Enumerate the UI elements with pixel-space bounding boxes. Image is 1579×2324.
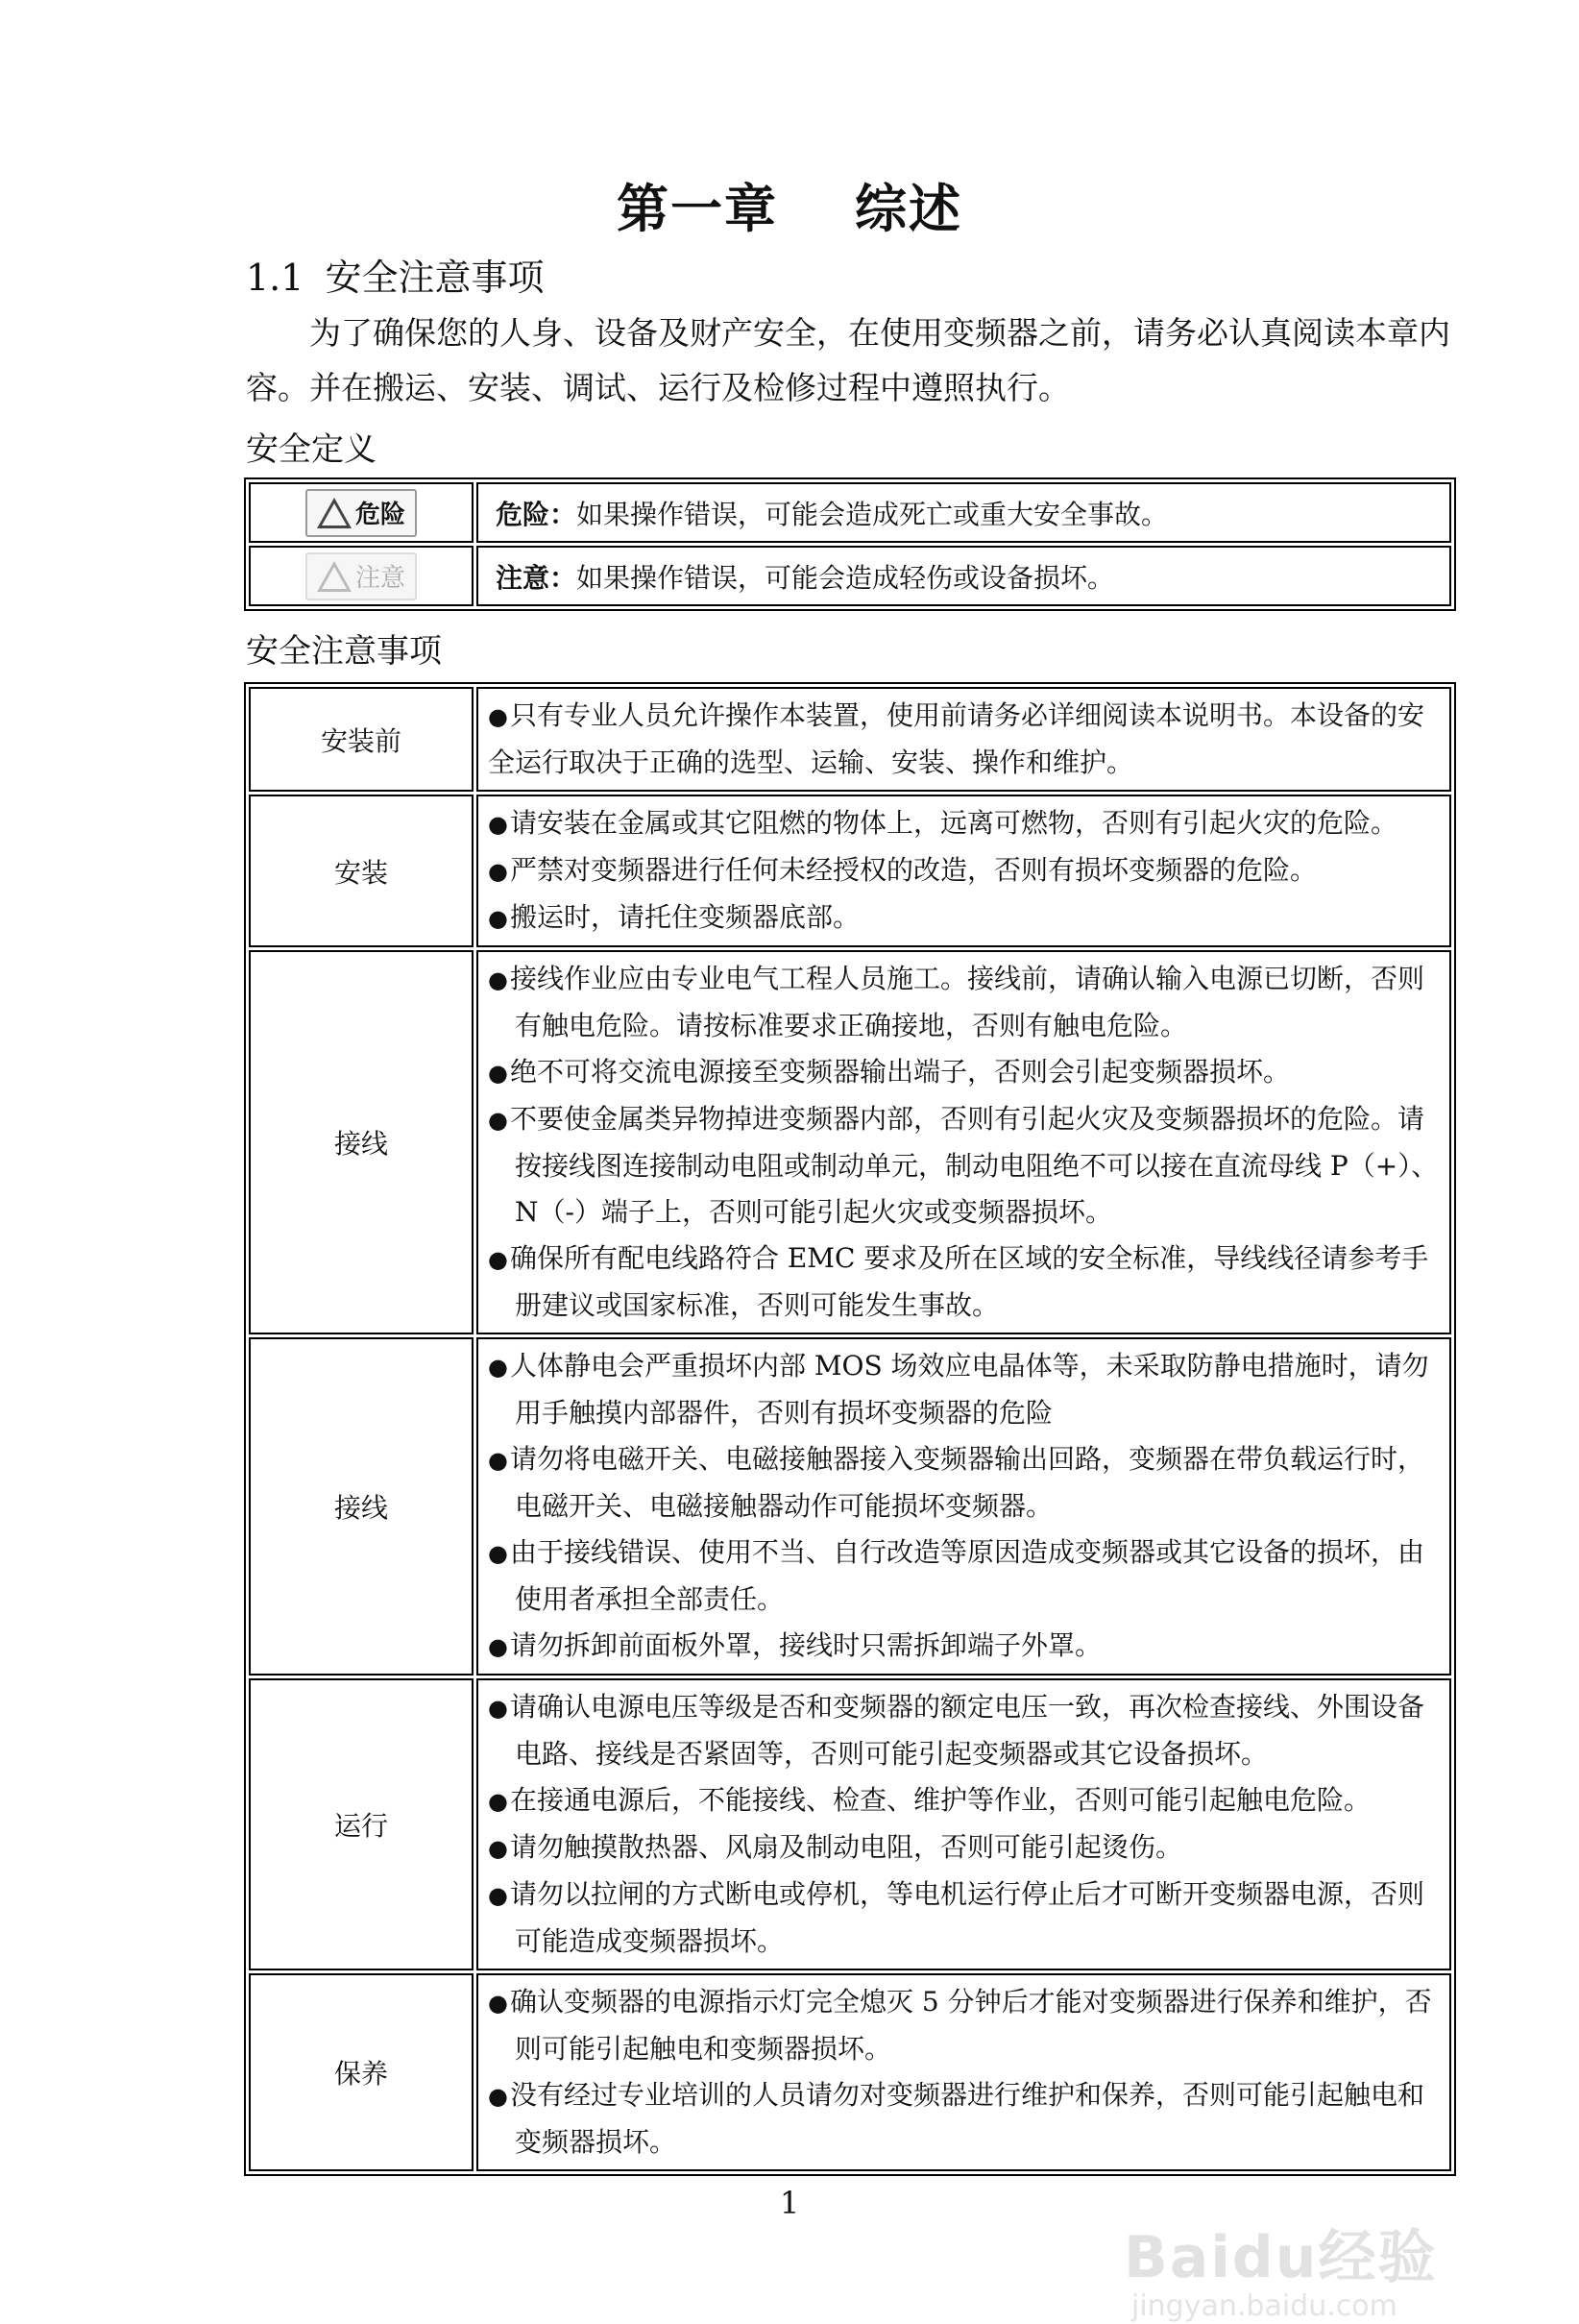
list-item: ●由于接线错误、使用不当、自行改造等原因造成变频器或其它设备的损坏，由使用者承担全部责任。 <box>488 1536 1424 1615</box>
list-item: ●严禁对变频器进行任何未经授权的改造，否则有损坏变频器的危险。 <box>488 854 1317 886</box>
section-title: 安全注意事项 <box>325 257 545 299</box>
page-number: 1 <box>779 2185 800 2221</box>
watermark-url: jingyan.baidu.com <box>1131 2289 1397 2323</box>
table-row <box>249 687 1451 792</box>
intro-paragraph: 为了确保您的人身、设备及财产安全，在使用变频器之前，请务必认真阅读本章内容。并在搬运、安装、调试、运行及检修过程中遵照执行。 <box>246 314 1450 406</box>
warning-triangle-icon <box>317 561 352 592</box>
list-item: ●确保所有配电线路符合 EMC 要求及所在区域的安全标准，导线线径请参考手册建议或国家标准，否则可能发生事故。 <box>488 1242 1429 1321</box>
notes-heading: 安全注意事项 <box>246 632 442 671</box>
category-cell: 接线 <box>249 950 474 1334</box>
table-row <box>249 1973 1451 2171</box>
definitions-heading: 安全定义 <box>246 430 377 469</box>
list-item: ●在接通电源后，不能接线、检查、维护等作业，否则可能引起触电危险。 <box>488 1784 1371 1816</box>
table-row <box>249 1337 1451 1676</box>
list-item: ●搬运时，请托住变频器底部。 <box>488 901 860 933</box>
list-item: ●请勿将电磁开关、电磁接触器接入变频器输出回路，变频器在带负载运行时，电磁开关、电磁接触器动作可能损坏变频器。 <box>488 1443 1424 1522</box>
category-cell: 安装 <box>249 795 474 947</box>
list-item: ●绝不可将交流电源接至变频器输出端子，否则会引起变频器损坏。 <box>488 1056 1290 1088</box>
section-number: 1.1 <box>246 257 304 299</box>
list-item: ●请勿触摸散热器、风扇及制动电阻，否则可能引起烫伤。 <box>488 1831 1182 1863</box>
list-item: ●确认变频器的电源指示灯完全熄灭 5 分钟后才能对变频器进行保养和维护，否则可能引起触电和变频器损坏。 <box>488 1986 1432 2065</box>
definition-label: 注意： <box>496 561 577 594</box>
definition-text: 如果操作错误，可能会造成轻伤或设备损坏。 <box>576 561 1115 594</box>
table-row <box>249 795 1451 947</box>
watermark-brand: Baidu经验 <box>1124 2224 1438 2291</box>
table-row <box>249 950 1451 1334</box>
section-heading <box>246 248 544 301</box>
list-item: ●没有经过专业培训的人员请勿对变频器进行维护和保养，否则可能引起触电和变频器损坏。 <box>488 2079 1424 2158</box>
definition-row-caution <box>249 546 1451 606</box>
caution-badge: 注意 <box>305 552 417 600</box>
list-item: ●请勿以拉闸的方式断电或停机，等电机运行停止后才可断开变频器电源，否则可能造成变频器损坏。 <box>488 1878 1424 1957</box>
definition-text: 如果操作错误，可能会造成死亡或重大安全事故。 <box>576 498 1169 530</box>
definitions-table <box>244 477 1456 611</box>
danger-badge: 危险 <box>305 489 417 537</box>
definition-label: 危险： <box>496 498 577 530</box>
chapter-number: 第一章 <box>617 178 778 239</box>
list-item: ●接线作业应由专业电气工程人员施工。接线前，请确认输入电源已切断，否则有触电危险。请按标准要求正确接地，否则有触电危险。 <box>488 963 1424 1041</box>
warning-triangle-icon <box>317 498 352 528</box>
category-cell: 保养 <box>249 1973 474 2171</box>
category-cell: 运行 <box>249 1678 474 1970</box>
category-cell: 接线 <box>249 1337 474 1676</box>
table-row <box>249 1678 1451 1970</box>
definition-row-danger <box>249 482 1451 543</box>
chapter-title <box>0 168 1579 242</box>
category-cell: 安装前 <box>249 687 474 792</box>
baidu-watermark <box>1124 2226 1437 2324</box>
safety-notes-table <box>244 682 1456 2176</box>
list-item: ●请安装在金属或其它阻燃的物体上，远离可燃物，否则有引起火灾的危险。 <box>488 807 1397 839</box>
list-item: ●请确认电源电压等级是否和变频器的额定电压一致，再次检查接线、外围设备电路、接线是否紧固等，否则可能引起变频器或其它设备损坏。 <box>488 1691 1424 1770</box>
chapter-name: 综述 <box>855 178 962 239</box>
list-item: ●请勿拆卸前面板外罩，接线时只需拆卸端子外罩。 <box>488 1629 1102 1661</box>
list-item: ●只有专业人员允许操作本装置，使用前请务必详细阅读本说明书。本设备的安全运行取决于正确的选型、运输、安装、操作和维护。 <box>488 699 1424 778</box>
list-item: ●不要使金属类异物掉进变频器内部，否则有引起火灾及变频器损坏的危险。请按接线图连接制动电阻或制动单元，制动电阻绝不可以接在直流母线 P（+）、N（-）端子上，否则可能引起火灾或变频器损坏。 <box>488 1103 1439 1228</box>
list-item: ●人体静电会严重损坏内部 MOS 场效应电晶体等，未采取防静电措施时，请勿用手触摸内部器件，否则有损坏变频器的危险 <box>488 1350 1429 1429</box>
